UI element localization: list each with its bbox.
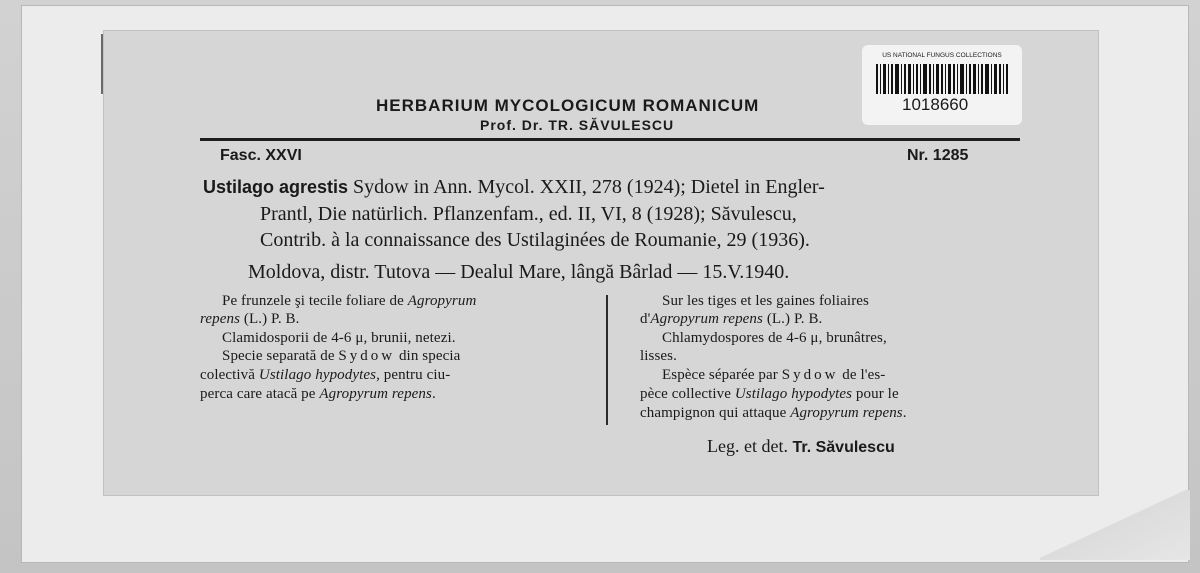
fr-italic: Ustilago hypodytes <box>734 386 853 402</box>
ro-italic: Ustilago hypodytes <box>258 367 377 383</box>
legit-line <box>707 436 895 457</box>
herbarium-curator: Prof. Dr. TR. SĂVULESCU <box>480 117 675 133</box>
citation-line-1 <box>203 176 825 199</box>
fr-line-4: lisses. <box>640 348 677 364</box>
ro-text: Pe frunzele şi tecile foliare de <box>222 293 408 309</box>
column-divider <box>606 295 608 425</box>
ro-author-spaced: Sydow <box>338 348 396 364</box>
ro-text: perca care atacă pe <box>200 386 320 402</box>
legit-prefix: Leg. et det. <box>707 436 793 456</box>
fr-line-2 <box>640 311 822 328</box>
fr-text: champignon qui attaque <box>640 405 791 421</box>
ro-text: din specia <box>395 348 461 364</box>
citation-line-2: Prantl, Die natürlich. Pflanzenfam., ed. II, VI, 8 (1928); Săvulescu, <box>260 203 797 225</box>
collector-name: Tr. Săvulescu <box>792 439 895 456</box>
citation-line-3: Contrib. à la connaissance des Ustilaginées de Roumanie, 29 (1936). <box>260 229 810 251</box>
ro-italic: Agropyrum repens <box>319 386 432 402</box>
ro-text: . <box>431 386 436 402</box>
locality-line: Moldova, distr. Tutova — Dealul Mare, lângă Bârlad — 15.V.1940. <box>248 261 790 283</box>
ro-text: colectivă <box>200 367 259 383</box>
fr-text: . <box>902 405 907 421</box>
ro-line-2 <box>200 311 299 328</box>
ro-line-1 <box>222 293 476 310</box>
ro-text: Specie separată de <box>222 348 339 364</box>
fr-italic: Agropyrum repens <box>790 405 903 421</box>
fr-text: (L.) P. B. <box>762 311 823 327</box>
fr-text: pour le <box>852 386 899 402</box>
ro-text: , pentru ciu- <box>376 367 451 383</box>
herbarium-title: HERBARIUM MYCOLOGICUM ROMANICUM <box>376 96 760 115</box>
ro-line-5 <box>200 367 450 384</box>
fr-line-3: Chlamydospores de 4-6 μ, brunâtres, <box>662 330 887 346</box>
fr-text: Espèce séparée par <box>662 367 782 383</box>
ro-line-4 <box>222 348 460 365</box>
barcode-label <box>862 45 1022 125</box>
barcode-caption: US NATIONAL FUNGUS COLLECTIONS <box>882 52 1002 59</box>
ro-italic: repens <box>200 311 241 327</box>
citation-line-1-rest: Sydow in Ann. Mycol. XXII, 278 (1924); Dietel in Engler- <box>348 176 825 198</box>
fr-line-7 <box>640 405 907 422</box>
fr-line-6 <box>640 386 899 403</box>
specimen-number: Nr. 1285 <box>907 147 969 164</box>
fr-line-1: Sur les tiges et les gaines foliaires <box>662 293 869 309</box>
fr-author-spaced: Sydow <box>781 367 839 383</box>
ro-line-3: Clamidosporii de 4-6 μ, brunii, netezi. <box>222 330 456 346</box>
fr-text: de l'es- <box>838 367 886 383</box>
fascicle-label: Fasc. XXVI <box>220 147 302 164</box>
ro-text: (L.) P. B. <box>240 311 300 327</box>
taxon-name: Ustilago agrestis <box>203 177 349 197</box>
ro-italic: Agropyrum <box>407 293 477 309</box>
fr-text: pèce collective <box>640 386 735 402</box>
fr-italic: Agropyrum repens <box>650 311 763 327</box>
barcode-number: 1018660 <box>902 95 969 114</box>
barcode-icon <box>876 64 1008 94</box>
ro-line-6 <box>200 386 436 403</box>
header-rule <box>200 138 1020 141</box>
fr-line-5 <box>662 367 885 384</box>
envelope-flap <box>1040 490 1190 560</box>
fr-text: d' <box>640 311 651 327</box>
